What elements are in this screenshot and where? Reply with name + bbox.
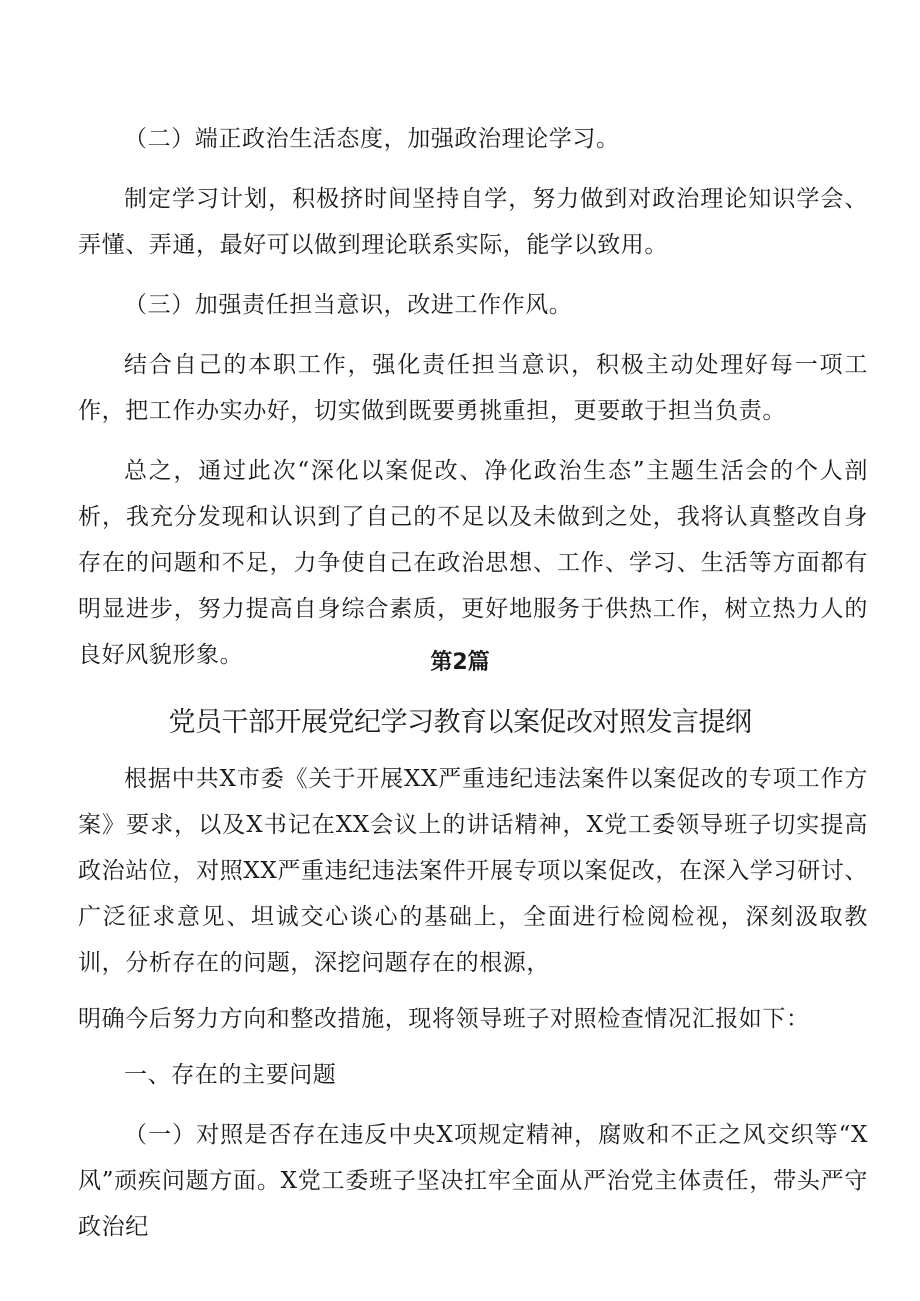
- intro-paragraph: 根据中共X市委《关于开展XX严重违纪违法案件以案促改的专项工作方案》要求，以及X书记在XX会议上的讲话精神，X党工委领导班子切实提高政治站位，对照XX严重违纪违法案件开展专项以案促改，在深入学习研讨、广泛征求意见、坦诚交心谈心的基础上，全面进行检阅检视，深刻汲取教训，分析存在的问题，深挖问题存在的根源，: [78, 766, 868, 976]
- intro-continuation: 明确今后努力方向和整改措施，现将领导班子对照检查情况汇报如下：: [78, 1006, 810, 1032]
- summary-paragraph: 总之，通过此次“深化以案促改、净化政治生态”主题生活会的个人剖析，我充分发现和认识到了自己的不足以及未做到之处，我将认真整改自身存在的问题和不足，力争使自己在政治思想、工作、学习、生活等方面都有明显进步，努力提高自身综合素质，更好地服务于供热工作，树立热力人的良好风貌形象。: [78, 458, 868, 668]
- sub3-body: 结合自己的本职工作，强化责任担当意识，积极主动处理好每一项工作，把工作办实办好，切实做到既要勇挑重担，更要敢于担当负责。: [78, 352, 868, 424]
- sub2-body: 制定学习计划，积极挤时间坚持自学，努力做到对政治理论知识学会、弄懂、弄通，最好可以做到理论联系实际，能学以致用。: [78, 186, 868, 258]
- document-title: 党员干部开展党纪学习教育以案促改对照发言提纲: [168, 707, 752, 738]
- item1-paragraph: （一）对照是否存在违反中央X项规定精神，腐败和不正之风交织等“X风”顽疾问题方面。X党工委班子坚决扛牢全面从严治党主体责任，带头严守政治纪: [78, 1122, 868, 1240]
- sub2-heading: （二）端正政治生活态度，加强政治理论学习。: [124, 126, 620, 152]
- section-label: 第2篇: [430, 650, 490, 675]
- part1-heading: 一、存在的主要问题: [124, 1062, 337, 1088]
- sub3-heading: （三）加强责任担当意识，改进工作作风。: [124, 292, 573, 318]
